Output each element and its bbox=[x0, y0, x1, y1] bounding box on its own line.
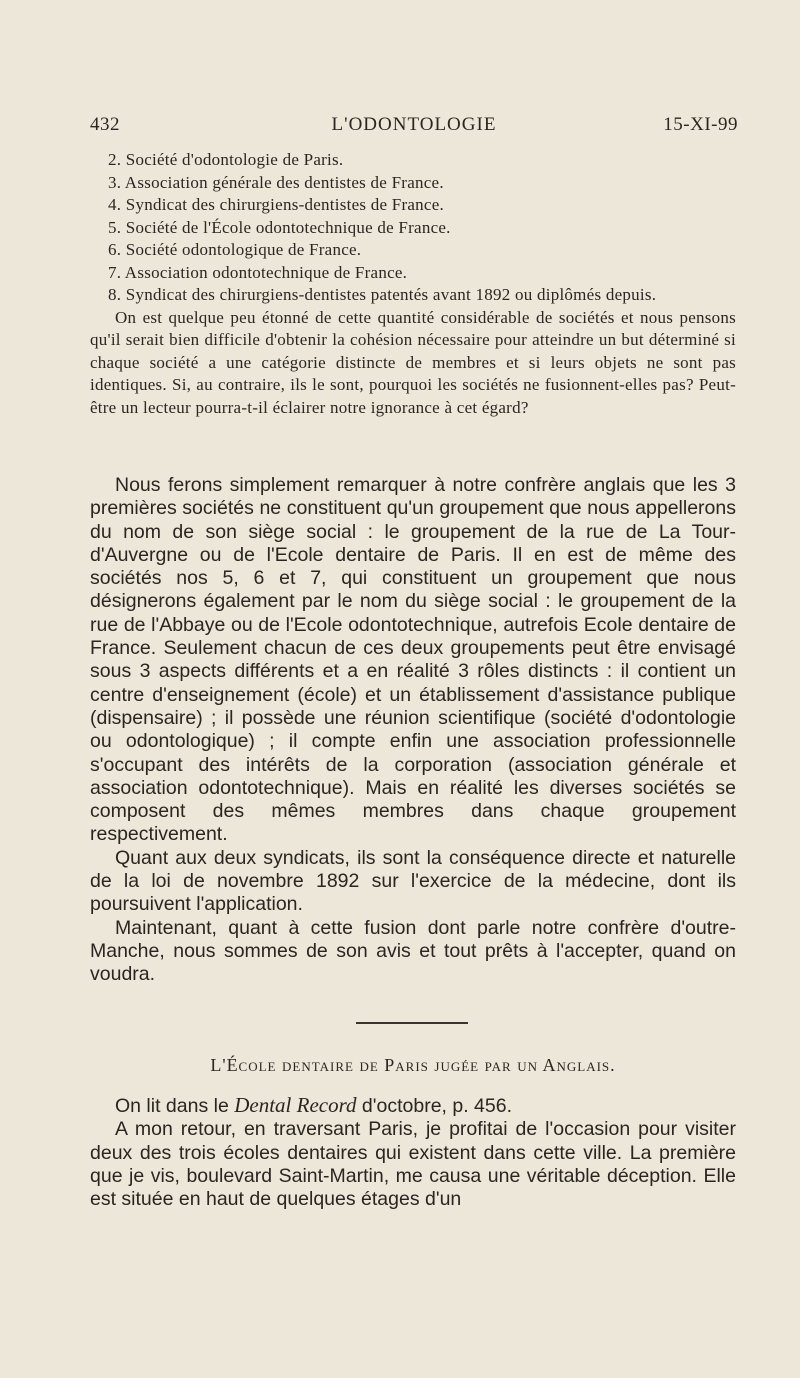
section-divider bbox=[356, 1022, 468, 1024]
section-title: L'École dentaire de Paris jugée par un Anglais. bbox=[210, 1055, 616, 1075]
journal-name: Dental Record bbox=[234, 1093, 357, 1117]
editorial-response bbox=[90, 474, 736, 987]
running-header bbox=[90, 114, 738, 138]
quoted-paragraph: On est quelque peu étonné de cette quantité considérable de sociétés et nous pensons qu'il serait bien difficile d'obtenir la cohésion nécessaire pour atteindre un but déterminé si chaque société a une catégorie distincte de membres et si leurs objets ne sont pas identiques. Si, au contraire, ils le sont, pourquoi les sociétés ne fusionnent-elles pas? Peut-être un lecteur pourra-t-il éclairer notre ignorance à cet égard? bbox=[90, 307, 736, 417]
intro-after: d'octobre, p. 456. bbox=[356, 1095, 513, 1117]
society-list-section bbox=[90, 149, 736, 419]
issue-date: 15-XI-99 bbox=[663, 114, 738, 135]
paragraph: Maintenant, quant à cette fusion dont parle notre confrère d'outre-Manche, nous sommes de son avis et tout prêts à l'accepter, quand on voudra. bbox=[90, 916, 736, 986]
paragraph: A mon retour, en traversant Paris, je profitai de l'occasion pour visiter deux des trois écoles dentaires qui existent dans cette ville. La première que je vis, boulevard Saint-Martin, me causa une véritable déception. Elle est située en haut de quelques étages d'un bbox=[90, 1118, 736, 1211]
second-section bbox=[90, 1094, 736, 1211]
list-item: 8. Syndicat des chirurgiens-dentistes patentés avant 1892 ou diplômés depuis. bbox=[108, 285, 657, 304]
intro-line bbox=[90, 1094, 736, 1118]
paragraph: Nous ferons simplement remarquer à notre confrère anglais que les 3 premières sociétés ne constituent qu'un groupement que nous appellerons du nom de son siège social : le groupement de la rue de La Tour-d'Auvergne ou de l'Ecole dentaire de Paris. Il en est de même des sociétés nos 5, 6 et 7, qui constituent un groupement que nous désignerons également par le nom du siège social : le groupement de la rue de l'Abbaye ou de l'Ecole odontotechnique, autrefois Ecole dentaire de France. Seulement chacun de ces deux groupements peut être envisagé sous 3 aspects différents et a en réalité 3 rôles distincts : il contient un centre d'enseignement (école) et un établissement d'assistance publique (dispensaire) ; il possède une réunion scientifique (société d'odontologie ou odontologique) ; il compte enfin une association professionnelle s'occupant des intérêts de la corporation (association générale et association odontotechnique). Mais en réalité les diverses sociétés se composent des mêmes membres dans chaque groupement respectivement. bbox=[90, 474, 736, 846]
list-item: 4. Syndicat des chirurgiens-dentistes de France. bbox=[108, 195, 445, 214]
list-item: 3. Association générale des dentistes de France. bbox=[108, 172, 444, 192]
list-item: 7. Association odontotechnique de France. bbox=[108, 262, 408, 282]
journal-title: L'ODONTOLOGIE bbox=[331, 114, 497, 135]
page-number: 432 bbox=[90, 114, 120, 135]
list-item: 5. Société de l'École odontotechnique de France. bbox=[108, 217, 451, 237]
list-item: 2. Société d'odontologie de Paris. bbox=[108, 150, 344, 169]
list-item: 6. Société odontologique de France. bbox=[108, 240, 362, 259]
paragraph: Quant aux deux syndicats, ils sont la conséquence directe et naturelle de la loi de novembre 1892 sur l'exercice de la médecine, dont ils poursuivent l'application. bbox=[90, 846, 736, 916]
intro-before: On lit dans le bbox=[115, 1095, 235, 1117]
